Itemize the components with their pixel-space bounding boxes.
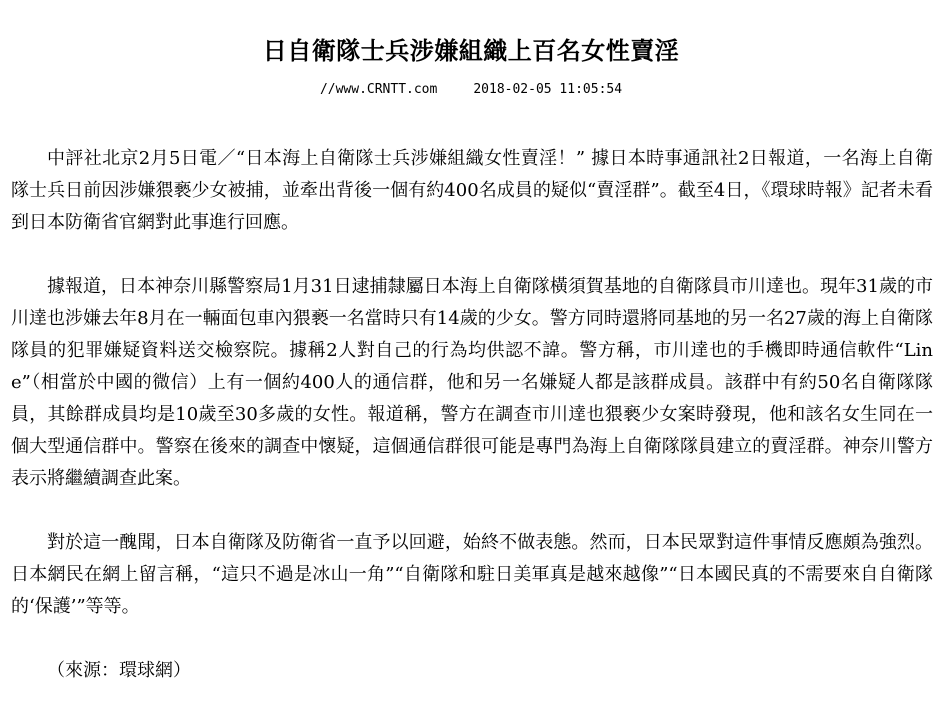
article-paragraph: 對於這一醜聞，日本自衛隊及防衛省一直予以回避，始終不做表態。然而，日本民眾對這件事情反應頗為強烈。日本網民在網上留言稱，“這只不過是冰山一角”“自衛隊和駐日美軍真是越來越像”“日本國民真的不需要來自自衛隊的‘保護’”等等。 — [11, 532, 933, 617]
article-credit: （來源：環球網） — [47, 660, 191, 681]
publish-datetime: 2018-02-05 11:05:54 — [473, 82, 623, 97]
article-body — [11, 143, 933, 719]
article-meta — [0, 80, 942, 100]
article-paragraph: 中評社北京2月5日電／“日本海上自衛隊士兵涉嫌組織女性賣淫！” 據日本時事通訊社2日報道，一名海上自衛隊士兵日前因涉嫌猥褻少女被捕，並牽出背後一個有約400名成員的疑似“賣淫群”。截至4日，《環球時報》記者未看到日本防衛省官網對此事進行回應。 — [11, 148, 933, 233]
article-paragraph: 據報道，日本神奈川縣警察局1月31日逮捕隸屬日本海上自衛隊橫須賀基地的自衛隊員市川達也。現年31歲的市川達也涉嫌去年8月在一輛面包車內猥褻一名當時只有14歲的少女。警方同時還將同基地的另一名27歲的海上自衛隊隊員的犯罪嫌疑資料送交檢察院。據稱2人對自己的行為均供認不諱。警方稱，市川達也的手機即時通信軟件“Line”（相當於中國的微信）上有一個約400人的通信群，他和另一名嫌疑人都是該群成員。該群中有約50名自衛隊隊員，其餘群成員均是10歲至30多歲的女性。報道稱，警方在調查市川達也猥褻少女案時發現，他和該名女生同在一個大型通信群中。警察在後來的調查中懷疑，這個通信群很可能是專門為海上自衛隊隊員建立的賣淫群。神奈川警方表示將繼續調查此案。 — [11, 276, 933, 489]
source-url: //www.CRNTT.com — [319, 82, 438, 97]
article-title: 日自衛隊士兵涉嫌組織上百名女性賣淫 — [262, 37, 680, 65]
